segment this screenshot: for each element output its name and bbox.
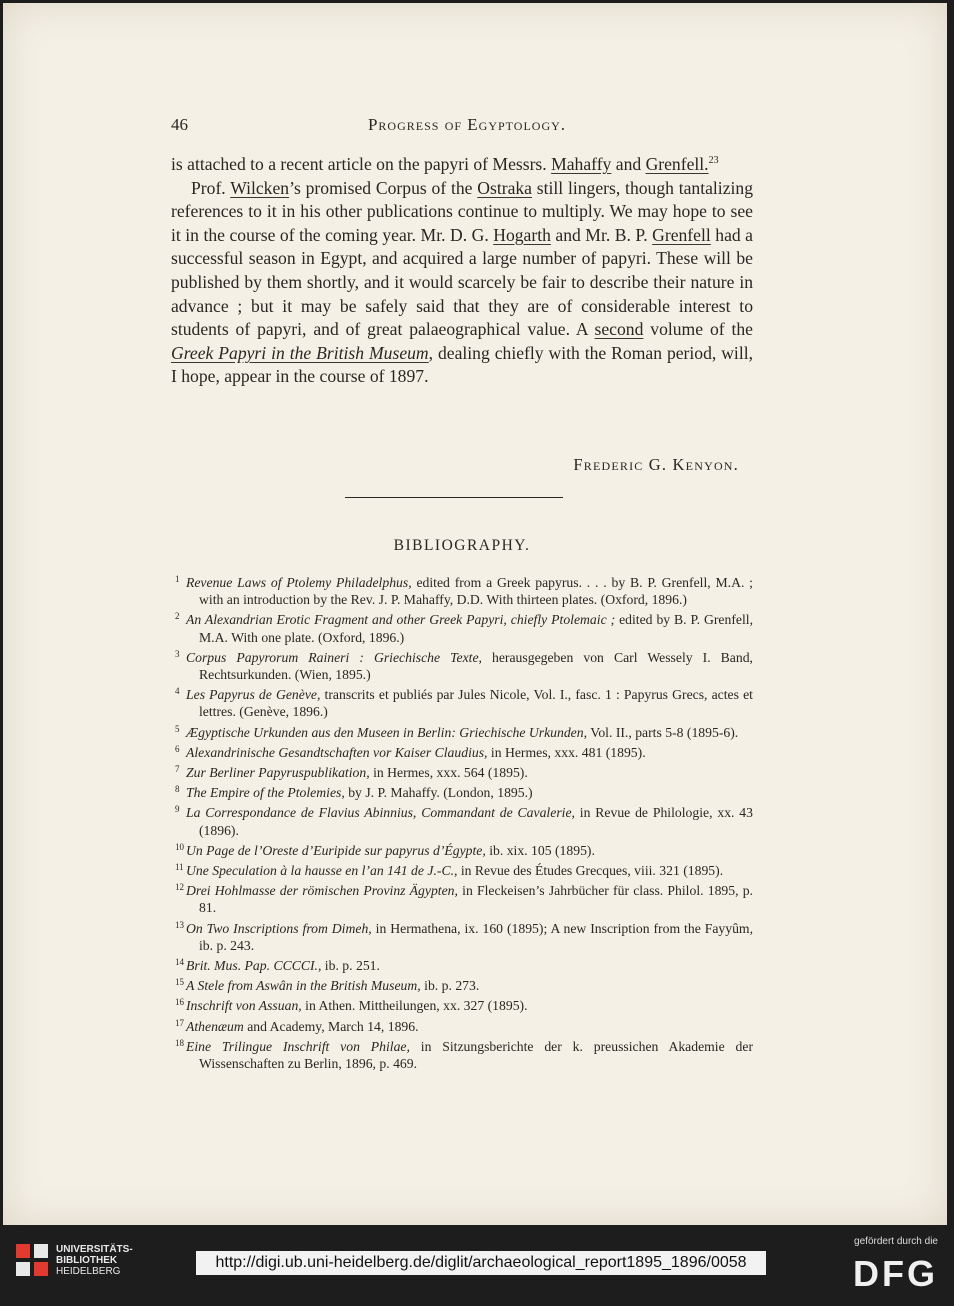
entry-details: transcrits et publiés par Jules Nicole, Vol. I., fasc. 1 : Papyrus Grecs, actes et lettres. (Genève, 1896.): [199, 687, 753, 720]
name-grenfell: Grenfell.: [645, 154, 709, 174]
entry-details: by J. P. Mahaffy. (London, 1895.): [344, 785, 533, 801]
entry-title: Alexandrinische Gesandtschaften vor Kaiser Claudius,: [186, 744, 488, 760]
library-name-line: HEIDELBERG: [56, 1266, 121, 1277]
word-second: second: [594, 319, 644, 340]
entry-title: Zur Berliner Papyruspublikation,: [186, 765, 370, 781]
entry-number: 11: [175, 862, 184, 873]
bibliography-entry: [171, 839, 753, 859]
entry-number: 3: [175, 648, 180, 659]
author-signature: Frederic G. Kenyon.: [573, 455, 739, 474]
text-span: had a successful season in Egypt, and acquired a large number of papyri. These will be published by them shortly, and it would scarcely be fair to describe their nature in advance ; but it may be safely said that they are of considerable interest to students of papyri, and of great palaeographical value. A: [171, 224, 753, 340]
entry-title: La Correspondance de Flavius Abinnius, Commandant de Cavalerie,: [186, 805, 575, 821]
text-span: and: [611, 154, 646, 174]
bibliography-entry: [171, 646, 753, 683]
entry-number: 13: [175, 919, 184, 930]
entry-details: in Hermathena, ix. 160 (1895); A new Inscription from the Fayyûm, ib. p. 243.: [199, 920, 753, 953]
library-name: [56, 1244, 133, 1277]
entry-details: edited by B. P. Grenfell, M.A. With one plate. (Oxford, 1896.): [199, 612, 753, 645]
entry-number: 12: [175, 882, 184, 893]
text-span: and Mr. B. P.: [550, 224, 653, 245]
permalink-url[interactable]: http://digi.ub.uni-heidelberg.de/diglit/archaeological_report1895_1896/0058: [196, 1251, 766, 1275]
page-number: 46: [171, 115, 188, 134]
bibliography-entry: [171, 741, 753, 761]
entry-number: 16: [175, 997, 184, 1008]
entry-number: 7: [175, 764, 180, 775]
library-logo-icon: [14, 1242, 50, 1278]
entry-details: edited from a Greek papyrus. . . . by B. P. Grenfell, M.A. ; with an introduction by the Rev. J. P. Mahaffy, D.D. With thirteen plates. (Oxford, 1896.): [199, 575, 753, 608]
bibliography-entry: [171, 608, 753, 645]
entry-title: Athenæum: [186, 1018, 244, 1034]
entry-number: 6: [175, 743, 180, 754]
entry-number: 2: [175, 611, 180, 622]
title-greek-papyri: Greek Papyri in the British Museum: [171, 342, 429, 363]
text-span: volume of the: [643, 319, 753, 340]
bibliography-entry: [171, 721, 753, 741]
bibliography-entry: [171, 954, 753, 974]
entry-title: An Alexandrian Erotic Fragment and other Greek Papyri, chiefly Ptolemaic ;: [186, 612, 616, 628]
text-span: is attached to a recent article on the papyri of Messrs.: [171, 154, 552, 174]
entry-title: The Empire of the Ptolemies,: [186, 785, 345, 801]
entry-title: Brit. Mus. Pap. CCCCI.,: [186, 958, 322, 974]
name-hogarth: Hogarth: [493, 224, 551, 245]
entry-number: 10: [175, 841, 184, 852]
bibliography-entry: [171, 761, 753, 781]
section-divider: [345, 497, 563, 498]
running-head: [171, 115, 753, 139]
entry-details: in Sitzungsberichte der k. preussichen Akademie der Wissenschaften zu Berlin, 1896, p. 469.: [199, 1038, 754, 1072]
bibliography-heading: BIBLIOGRAPHY.: [393, 537, 531, 554]
entry-title: Une Speculation à la hausse en l’an 141 de J.-C.,: [186, 863, 458, 879]
dfg-logo: DFG: [853, 1253, 938, 1294]
bibliography-list: [171, 571, 753, 1072]
bibliography-entry: [171, 801, 753, 838]
text-span: Prof.: [191, 177, 231, 198]
entry-title: Un Page de l’Oreste d’Euripide sur papyrus d’Égypte,: [186, 842, 486, 858]
entry-title: Eine Trilingue Inschrift von Philae,: [186, 1038, 410, 1054]
entry-details: herausgegeben von Carl Wessely I. Band, Rechtsurkunden. (Wien, 1895.): [199, 649, 753, 683]
bibliography-entry: [171, 781, 753, 801]
entry-details: Vol. II., parts 5-8 (1895-6).: [587, 724, 739, 740]
entry-title: Revenue Laws of Ptolemy Philadelphus,: [186, 575, 412, 590]
entry-details: ib. p. 251.: [321, 958, 380, 974]
entry-title: On Two Inscriptions from Dimeh,: [186, 920, 372, 936]
entry-number: 8: [175, 784, 180, 795]
running-title: Progress of Egyptology.: [367, 115, 567, 134]
entry-number: 18: [175, 1037, 184, 1048]
bibliography-entry: [171, 994, 753, 1014]
entry-number: 1: [175, 574, 180, 584]
paragraph-continuation: [171, 153, 753, 177]
library-name-line: BIBLIOTHEK: [56, 1255, 118, 1266]
entry-details: and Academy, March 14, 1896.: [243, 1018, 419, 1034]
footnote-ref: 23: [708, 155, 719, 166]
entry-details: ib. xix. 105 (1895).: [485, 842, 595, 858]
entry-number: 9: [175, 804, 180, 815]
text-span: , dealing chiefly with the Roman period, will, I hope, appear in the course of 1897.: [171, 342, 753, 387]
name-mahaffy: Mahaffy: [551, 154, 612, 174]
bibliography-entry: [171, 879, 753, 916]
funding-caption: gefördert durch die: [854, 1236, 938, 1247]
entry-details: ib. p. 273.: [420, 978, 480, 994]
paragraph-wilcken: [171, 177, 753, 389]
name-grenfell-2: Grenfell: [652, 224, 711, 245]
entry-title: Drei Hohlmasse der römischen Provinz Ägypten,: [186, 883, 458, 899]
entry-title: Corpus Papyrorum Raineri : Griechische Texte,: [186, 649, 482, 665]
bibliography-entry: [171, 571, 753, 608]
library-name-line: UNIVERSITÄTS-: [56, 1244, 133, 1255]
bibliography-entry: [171, 859, 753, 879]
term-ostraka: Ostraka: [477, 177, 532, 198]
entry-number: 5: [175, 723, 180, 734]
entry-title: A Stele from Aswân in the British Museum,: [186, 978, 421, 994]
entry-details: in Revue des Études Grecques, viii. 321 (1895).: [457, 863, 724, 879]
entry-number: 4: [175, 686, 180, 697]
text-span: still lingers, though tantalizing references to it in his other publications continue to multiply. We may hope to see it in the course of the coming year. Mr. D. G.: [171, 177, 753, 245]
entry-number: 14: [175, 957, 184, 968]
entry-number: 15: [175, 977, 184, 988]
entry-number: 17: [175, 1017, 184, 1028]
scanned-page: [3, 3, 947, 1225]
entry-title: Inschrift von Assuan,: [186, 998, 302, 1014]
entry-details: in Hermes, xxx. 481 (1895).: [487, 744, 646, 760]
bibliography-entry: [171, 917, 753, 954]
name-wilcken: Wilcken: [230, 177, 290, 198]
entry-details: in Fleckeisen’s Jahrbücher für class. Philol. 1895, p. 81.: [199, 883, 753, 916]
bibliography-entry: [171, 974, 753, 994]
viewer-footer: [0, 1232, 954, 1306]
body-text: [171, 153, 753, 389]
text-span: ’s promised Corpus of the: [289, 177, 478, 198]
entry-details: in Hermes, xxx. 564 (1895).: [369, 765, 528, 781]
entry-details: in Revue de Philologie, xx. 43 (1896).: [199, 805, 753, 838]
entry-title: Ægyptische Urkunden aus den Museen in Berlin: Griechische Urkunden,: [186, 724, 588, 740]
bibliography-entry: [171, 1015, 753, 1035]
bibliography-entry: [171, 1035, 753, 1072]
entry-title: Les Papyrus de Genève,: [186, 687, 321, 703]
bibliography-entry: [171, 683, 753, 720]
entry-details: in Athen. Mittheilungen, xx. 327 (1895).: [301, 998, 528, 1014]
